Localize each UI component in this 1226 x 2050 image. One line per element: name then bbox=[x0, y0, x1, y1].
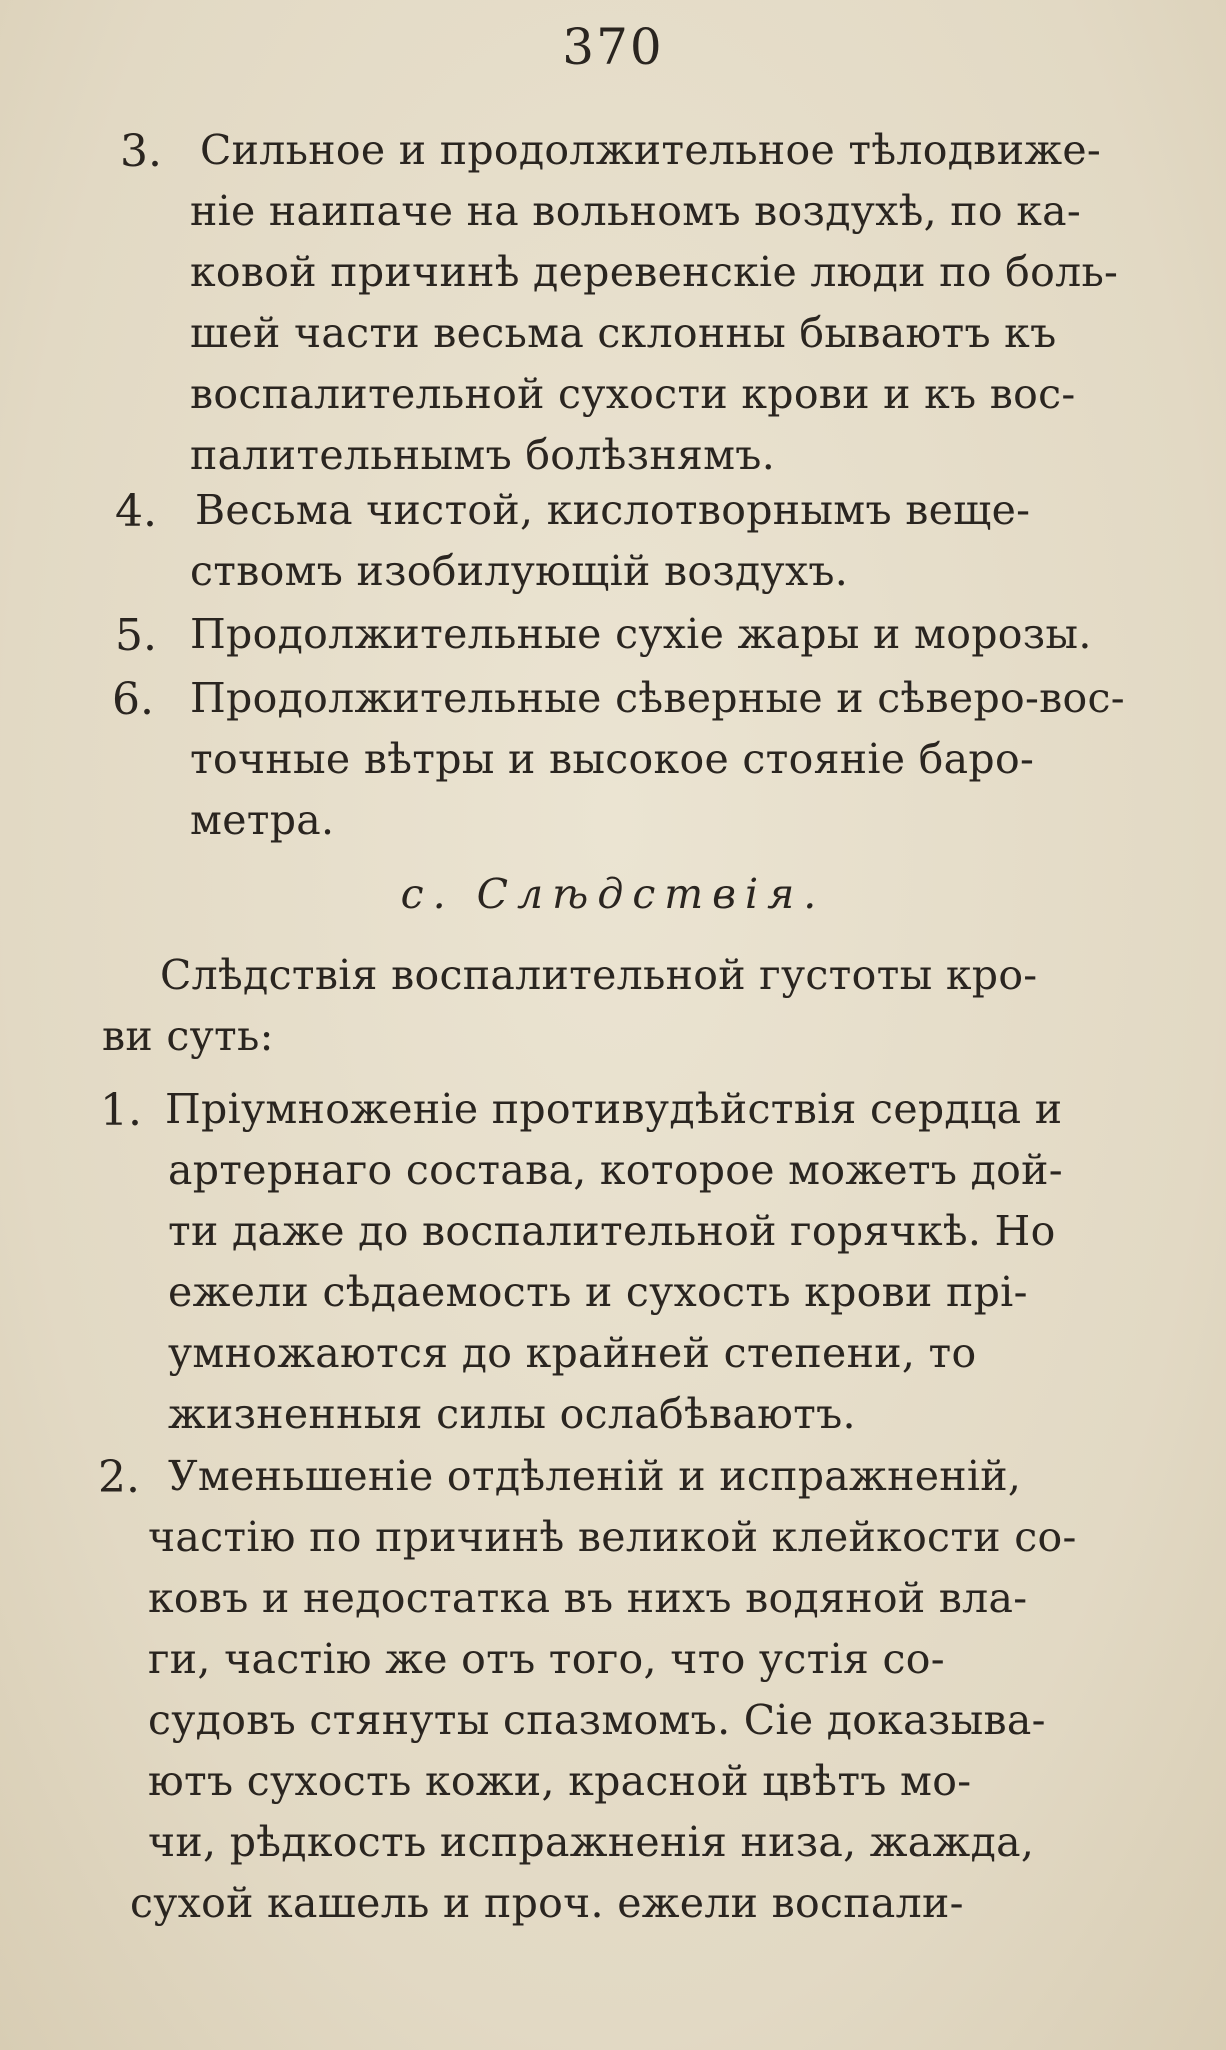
text-line: чи, рѣдкость испражненія низа, жажда, bbox=[148, 1818, 1035, 1866]
intro-paragraph bbox=[0, 945, 1226, 1067]
text-line: Продолжительные сѣверные и сѣверо-вос- bbox=[190, 674, 1125, 722]
item-number-1: 1. bbox=[100, 1085, 142, 1136]
text-line: Весьма чистой, кислотворнымъ веще- bbox=[195, 486, 1031, 534]
text-line: Сильное и продолжительное тѣлодвиже- bbox=[200, 126, 1102, 174]
text-line: ніе наипаче на вольномъ воздухѣ, по ка- bbox=[190, 187, 1082, 235]
text-line: воспалительной сухости крови и къ вос- bbox=[190, 370, 1076, 418]
text-line: ти даже до воспалительной горячкѣ. Но bbox=[168, 1207, 1056, 1255]
text-line: ги, частію же отъ того, что устія со- bbox=[148, 1635, 945, 1683]
text-line: точные вѣтры и высокое стояніе баро- bbox=[190, 735, 1035, 783]
text-line: шей части весьма склонны бываютъ къ bbox=[190, 309, 1057, 357]
item-number-4: 4. bbox=[115, 486, 157, 537]
text-line: палительнымъ болѣзнямъ. bbox=[190, 431, 776, 479]
text-line: ви суть: bbox=[102, 1012, 274, 1060]
item-3-text bbox=[0, 120, 1226, 486]
text-line: ежели сѣдаемость и сухость крови прі- bbox=[168, 1268, 1028, 1316]
item-number-6: 6. bbox=[112, 674, 154, 725]
text-line: судовъ стянуты спазмомъ. Сіе доказыва- bbox=[148, 1696, 1046, 1744]
text-line: частію по причинѣ великой клейкости со- bbox=[148, 1513, 1077, 1561]
section-heading: с. Слѣдствія. bbox=[400, 870, 826, 918]
text-line: артернаго состава, которое можетъ дой- bbox=[168, 1146, 1063, 1194]
item-number-3: 3. bbox=[120, 126, 162, 177]
page-number: 370 bbox=[562, 18, 664, 76]
item-number-5: 5. bbox=[115, 610, 157, 661]
text-line: Продолжительные сухіе жары и морозы. bbox=[190, 610, 1092, 658]
item-5-text bbox=[0, 604, 1226, 665]
item-2-text bbox=[0, 1446, 1226, 1934]
text-line: ствомъ изобилующій воздухъ. bbox=[190, 547, 849, 595]
text-line: умножаются до крайней степени, то bbox=[168, 1329, 977, 1377]
text-line: ютъ сухость кожи, красной цвѣтъ мо- bbox=[148, 1757, 972, 1805]
text-line: ковой причинѣ деревенскіе люди по боль- bbox=[190, 248, 1119, 296]
text-line: Слѣдствія воспалительной густоты кро- bbox=[160, 951, 1038, 999]
item-6-text bbox=[0, 668, 1226, 851]
text-line: ковъ и недостатка въ нихъ водяной вла- bbox=[148, 1574, 1028, 1622]
text-line: жизненныя силы ослабѣваютъ. bbox=[168, 1390, 856, 1438]
item-number-2: 2. bbox=[98, 1452, 140, 1503]
text-line: метра. bbox=[190, 796, 335, 844]
text-line: Уменьшеніе отдѣленій и испражненій, bbox=[168, 1452, 1022, 1500]
item-4-text bbox=[0, 480, 1226, 602]
item-1-text bbox=[0, 1079, 1226, 1445]
text-line: сухой кашель и проч. ежели воспали- bbox=[130, 1879, 964, 1927]
text-line: Пріумноженіе противудѣйствія сердца и bbox=[165, 1085, 1063, 1133]
